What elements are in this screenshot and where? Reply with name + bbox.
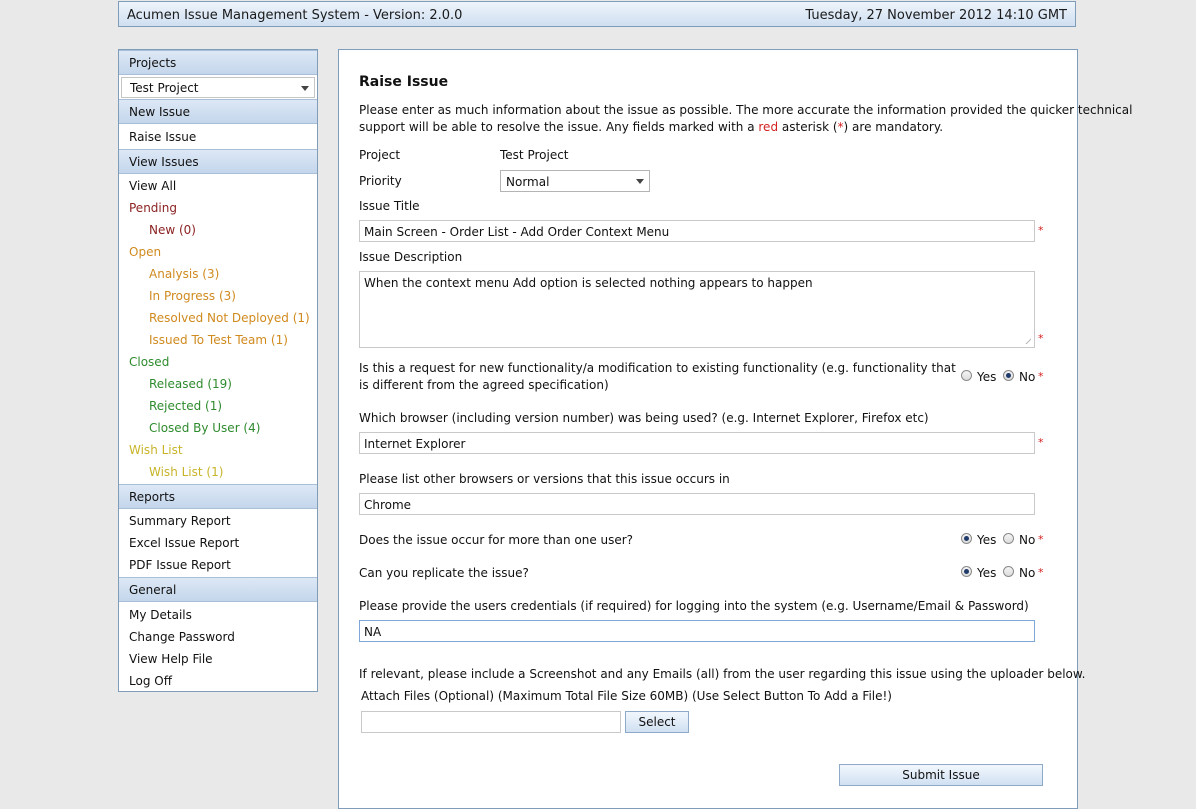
multi-user-yes-label: Yes	[977, 533, 997, 547]
replicate-yes-radio[interactable]	[961, 566, 972, 577]
multi-user-yes-radio[interactable]	[961, 533, 972, 544]
upload-note: If relevant, please include a Screenshot and any Emails (all) from the user regarding this issue using the uploader below.	[359, 667, 1086, 681]
priority-label: Priority	[359, 174, 402, 188]
section-view-issues-label: View Issues	[129, 155, 199, 169]
section-view-issues	[119, 149, 317, 174]
browser-question: Which browser (including version number) was being used? (e.g. Internet Explorer, Firefox etc)	[359, 411, 929, 425]
issue-description-value: When the context menu Add option is selected nothing appears to happen	[364, 276, 813, 290]
replicate-no-radio[interactable]	[1003, 566, 1014, 577]
nav-closed-released[interactable]: Released (19)	[149, 377, 232, 391]
replicate-yes-label: Yes	[977, 566, 997, 580]
nav-open-issued[interactable]: Issued To Test Team (1)	[149, 333, 288, 347]
required-asterisk: *	[1038, 224, 1044, 237]
replicate-no-label: No	[1019, 566, 1036, 580]
attach-file-input[interactable]	[361, 711, 621, 733]
browser-input[interactable]	[359, 432, 1035, 454]
nav-log-off[interactable]: Log Off	[129, 674, 172, 688]
nav-pending[interactable]: Pending	[129, 201, 177, 215]
raise-issue-panel	[338, 49, 1133, 809]
project-select[interactable]	[121, 77, 315, 98]
multi-user-no-label: No	[1019, 533, 1036, 547]
nav-summary-report[interactable]: Summary Report	[129, 514, 231, 528]
multi-user-no-radio[interactable]	[1003, 533, 1014, 544]
credentials-input[interactable]	[359, 620, 1035, 642]
nav-pending-new[interactable]: New (0)	[149, 223, 196, 237]
nav-view-help[interactable]: View Help File	[129, 652, 213, 666]
project-label: Project	[359, 148, 401, 162]
nav-open[interactable]: Open	[129, 245, 162, 259]
replicate-question: Can you replicate the issue?	[359, 566, 529, 580]
chevron-down-icon	[636, 179, 644, 184]
page-title: Raise Issue	[359, 74, 449, 90]
credentials-value: NA	[364, 625, 382, 639]
nav-closed[interactable]: Closed	[129, 355, 170, 369]
intro-line-1: Please enter as much information about the issue as possible. The more accurate the information provided the quicker technical	[359, 103, 1133, 117]
section-new-issue-label: New Issue	[129, 105, 191, 119]
section-general	[119, 577, 317, 602]
app-header	[118, 1, 1076, 27]
new-functionality-yes-label: Yes	[977, 370, 997, 384]
required-asterisk: *	[1038, 332, 1044, 345]
priority-select-value: Normal	[506, 175, 550, 189]
nav-change-password[interactable]: Change Password	[129, 630, 235, 644]
nav-closed-rejected[interactable]: Rejected (1)	[149, 399, 223, 413]
section-reports	[119, 484, 317, 509]
credentials-question: Please provide the users credentials (if required) for logging into the system (e.g. Username/Email & Password)	[359, 599, 1029, 613]
submit-issue-button[interactable]: Submit Issue	[839, 764, 1043, 786]
sidebar	[118, 49, 318, 692]
issue-description-textarea[interactable]	[359, 271, 1035, 348]
nav-excel-report[interactable]: Excel Issue Report	[129, 536, 240, 550]
new-functionality-yes-radio[interactable]	[961, 370, 972, 381]
issue-title-value: Main Screen - Order List - Add Order Context Menu	[364, 225, 670, 239]
new-functionality-question-line-1: Is this a request for new functionality/a modification to existing functionality (e.g. functionality that	[359, 361, 956, 375]
nav-wish-list[interactable]: Wish List (1)	[149, 465, 224, 479]
issue-title-label: Issue Title	[359, 199, 420, 213]
resize-handle-icon[interactable]	[1024, 337, 1031, 344]
required-asterisk: *	[1038, 566, 1044, 579]
attach-label: Attach Files (Optional) (Maximum Total File Size 60MB) (Use Select Button To Add a File!)	[361, 689, 892, 703]
project-value: Test Project	[500, 148, 569, 162]
select-file-button[interactable]: Select	[625, 711, 689, 733]
project-select-value: Test Project	[130, 81, 199, 95]
section-general-label: General	[129, 583, 177, 597]
other-browsers-question: Please list other browsers or versions that this issue occurs in	[359, 472, 730, 486]
browser-value: Internet Explorer	[364, 437, 466, 451]
chevron-down-icon	[301, 86, 309, 91]
new-functionality-question-line-2: is different from the agreed specification)	[359, 378, 609, 392]
section-projects	[119, 50, 317, 75]
multi-user-question: Does the issue occur for more than one user?	[359, 533, 634, 547]
nav-open-analysis[interactable]: Analysis (3)	[149, 267, 220, 281]
header-date: Tuesday, 27 November 2012 14:10 GMT	[805, 8, 1067, 23]
intro-line-2: support will be able to resolve the issue. Any fields marked with a red asterisk (*) are mandatory.	[359, 120, 944, 134]
required-asterisk: *	[1038, 370, 1044, 383]
issue-description-label: Issue Description	[359, 250, 463, 264]
new-functionality-no-label: No	[1019, 370, 1036, 384]
app-title: Acumen Issue Management System - Version: 2.0.0	[127, 8, 463, 23]
nav-open-in-progress[interactable]: In Progress (3)	[149, 289, 236, 303]
other-browsers-value: Chrome	[364, 498, 412, 512]
nav-view-all[interactable]: View All	[129, 179, 177, 193]
nav-raise-issue[interactable]: Raise Issue	[129, 130, 197, 144]
required-asterisk: *	[1038, 436, 1044, 449]
nav-wish[interactable]: Wish List	[129, 443, 183, 457]
section-reports-label: Reports	[129, 490, 176, 504]
required-asterisk: *	[1038, 533, 1044, 546]
nav-open-resolved[interactable]: Resolved Not Deployed (1)	[149, 311, 310, 325]
priority-select[interactable]	[500, 170, 650, 192]
nav-pdf-report[interactable]: PDF Issue Report	[129, 558, 231, 572]
section-new-issue	[119, 99, 317, 124]
other-browsers-input[interactable]	[359, 493, 1035, 515]
nav-closed-by-user[interactable]: Closed By User (4)	[149, 421, 261, 435]
section-projects-label: Projects	[129, 56, 177, 70]
new-functionality-no-radio[interactable]	[1003, 370, 1014, 381]
issue-title-input[interactable]	[359, 220, 1035, 242]
nav-my-details[interactable]: My Details	[129, 608, 192, 622]
